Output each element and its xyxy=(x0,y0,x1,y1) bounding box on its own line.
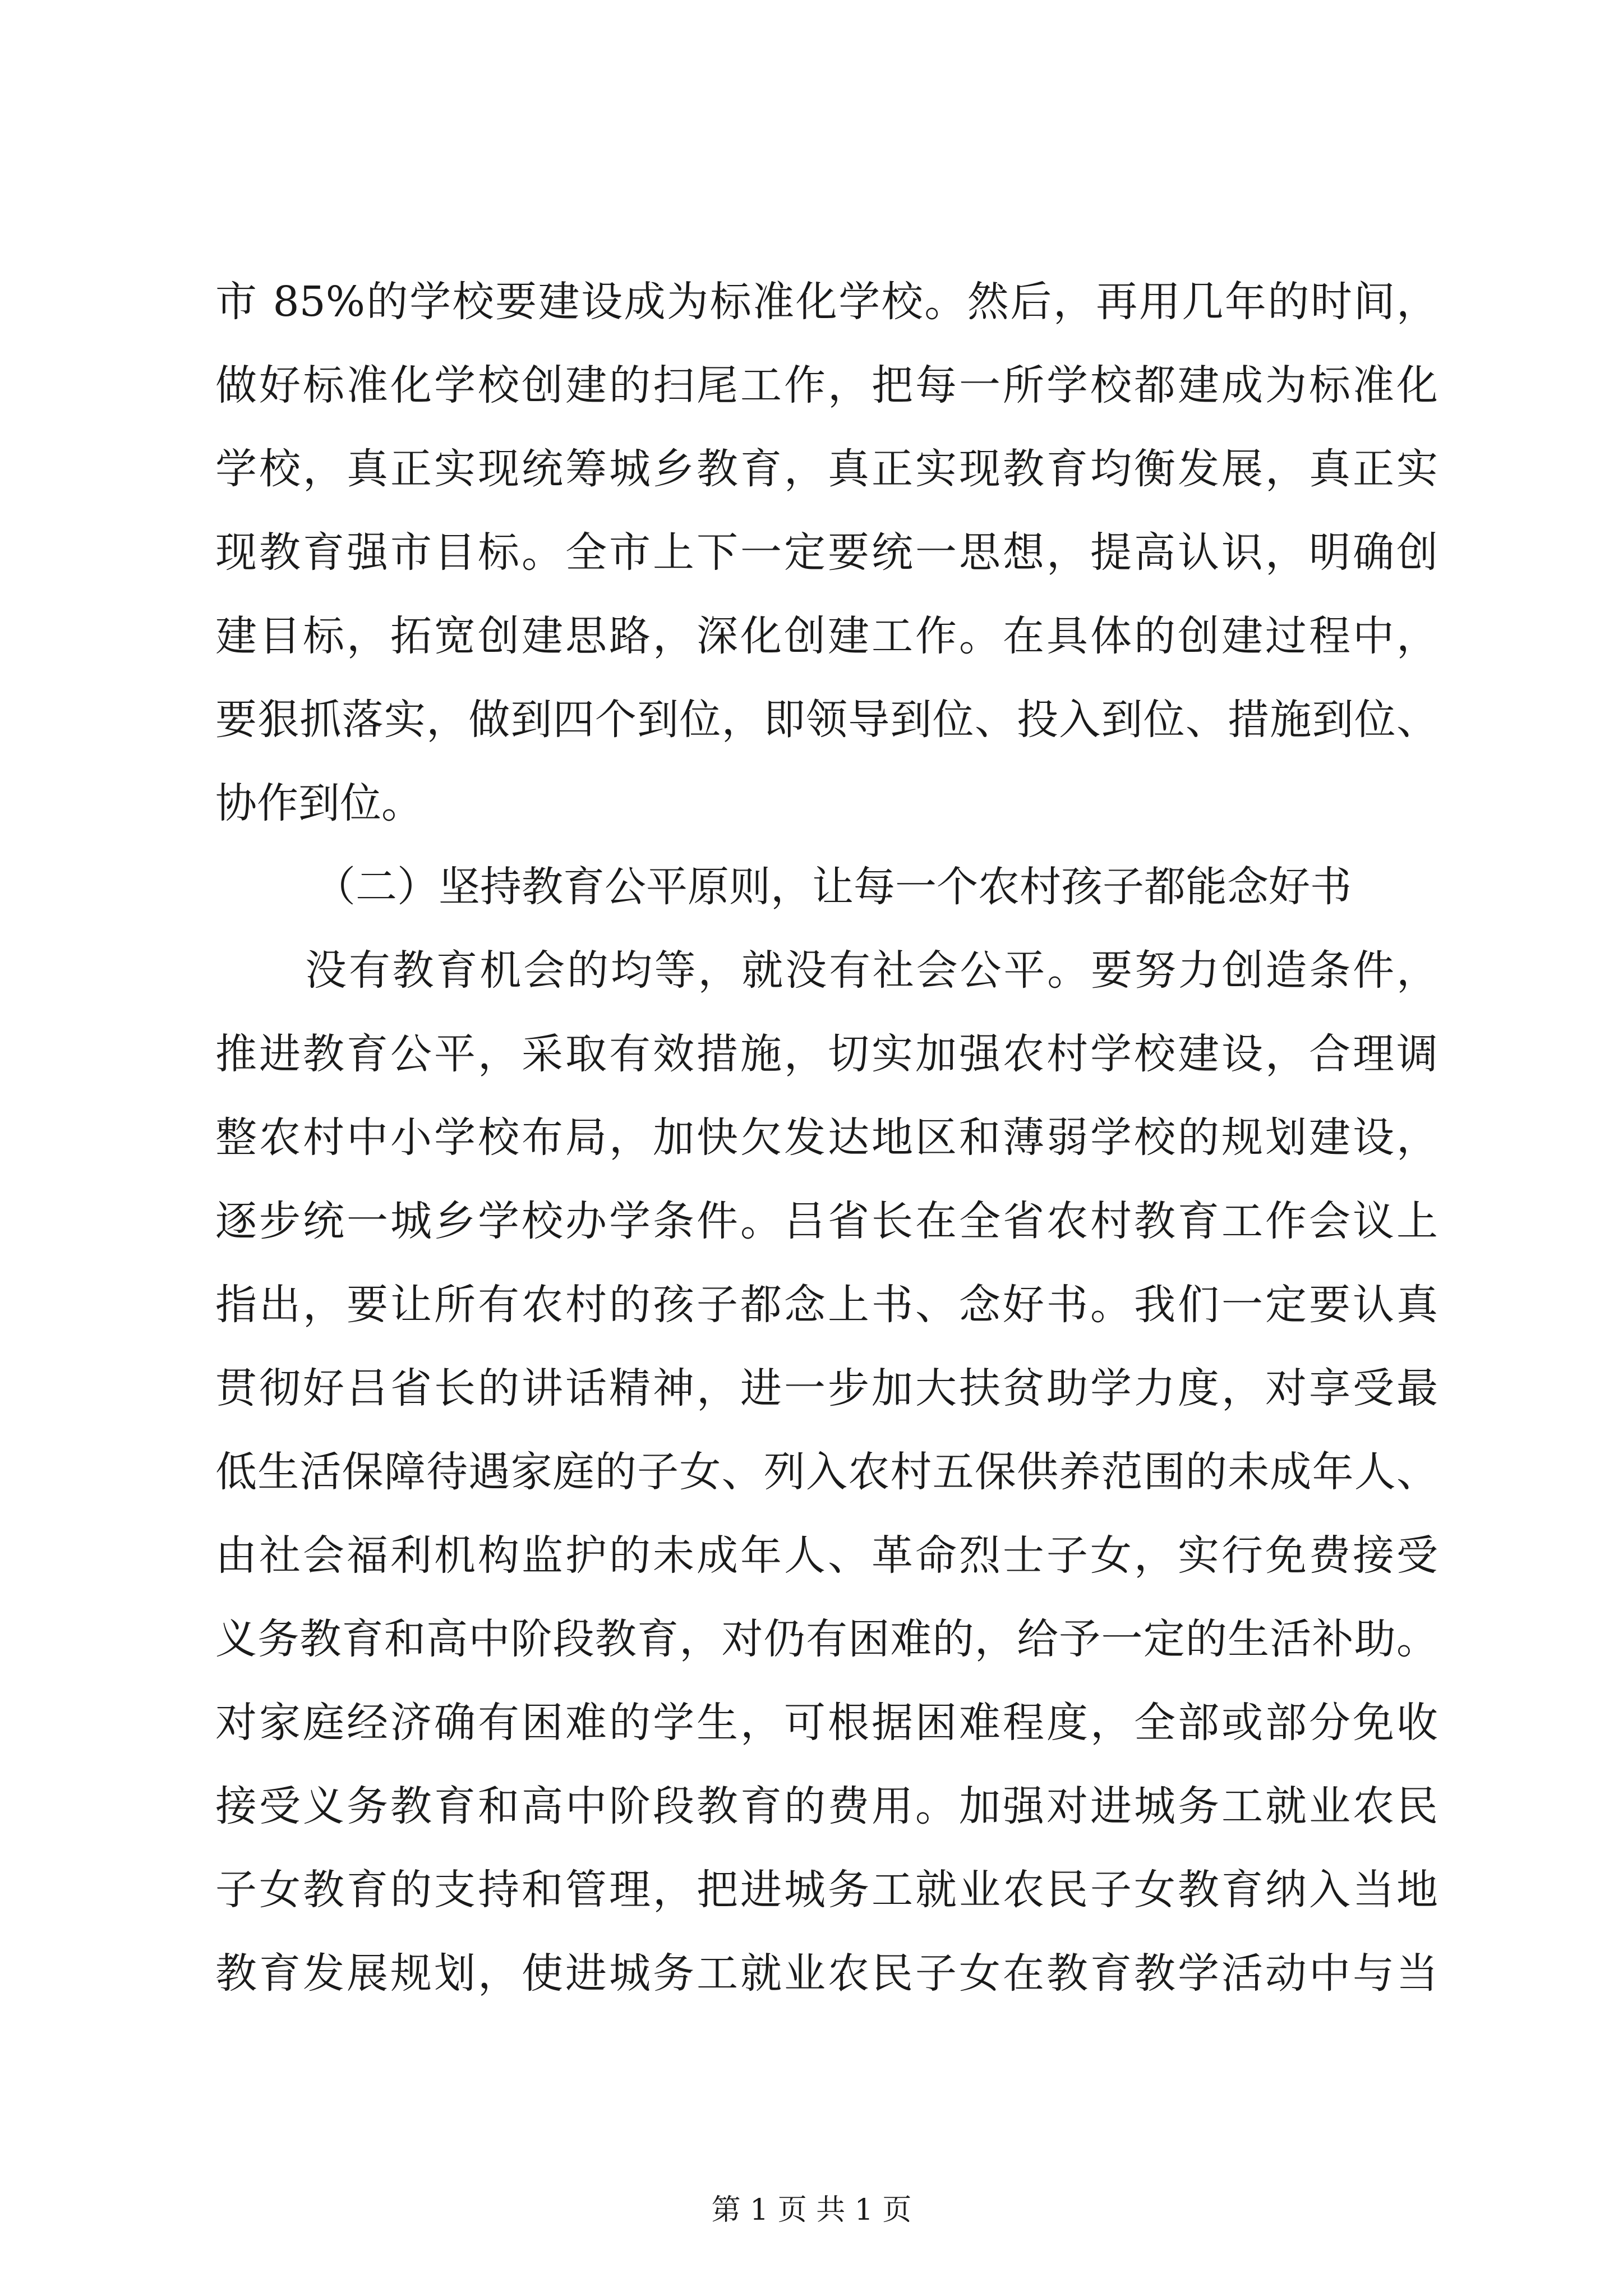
text-line-21: 教育发展规划，使进城务工就业农民子女在教育教学活动中与当 xyxy=(215,1949,1438,1998)
text-line-3: 学校，真正实现统筹城乡教育，真正实现教育均衡发展，真正实 xyxy=(215,445,1438,493)
text-line-4: 现教育强市目标。全市上下一定要统一思想，提高认识，明确创 xyxy=(215,528,1438,577)
text-line-7: 协作到位。 xyxy=(215,779,423,827)
text-line-1: 市 85%的学校要建设成为标准化学校。然后，再用几年的时间， xyxy=(215,278,1438,326)
text-line-5: 建目标，拓宽创建思路，深化创建工作。在具体的创建过程中， xyxy=(215,612,1438,660)
text-line-15: 低生活保障待遇家庭的子女、列入农村五保供养范围的未成年人、 xyxy=(215,1448,1438,1496)
text-line-16: 由社会福利机构监护的未成年人、革命烈士子女，实行免费接受 xyxy=(215,1531,1438,1580)
text-line-19: 接受义务教育和高中阶段教育的费用。加强对进城务工就业农民 xyxy=(215,1782,1438,1830)
text-line-18: 对家庭经济确有困难的学生，可根据困难程度，全部或部分免收 xyxy=(215,1699,1438,1747)
text-line-12: 逐步统一城乡学校办学条件。吕省长在全省农村教育工作会议上 xyxy=(215,1197,1438,1245)
page-number-footer: 第 1 页 共 1 页 xyxy=(711,2193,912,2227)
text-line-17: 义务教育和高中阶段教育，对仍有困难的，给予一定的生活补助。 xyxy=(215,1615,1438,1663)
text-line-11: 整农村中小学校布局，加快欠发达地区和薄弱学校的规划建设， xyxy=(215,1114,1438,1162)
text-line-20: 子女教育的支持和管理，把进城务工就业农民子女教育纳入当地 xyxy=(215,1866,1438,1914)
text-line-2: 做好标准化学校创建的扫尾工作，把每一所学校都建成为标准化 xyxy=(215,361,1438,409)
text-line-10: 推进教育公平，采取有效措施，切实加强农村学校建设，合理调 xyxy=(215,1030,1438,1078)
text-line-9: 没有教育机会的均等，就没有社会公平。要努力创造条件， xyxy=(305,946,1438,995)
text-line-14: 贯彻好吕省长的讲话精神，进一步加大扶贫助学力度，对享受最 xyxy=(215,1364,1438,1412)
text-line-13: 指出，要让所有农村的孩子都念上书、念好书。我们一定要认真 xyxy=(215,1281,1438,1329)
text-line-6: 要狠抓落实，做到四个到位，即领导到位、投入到位、措施到位、 xyxy=(215,696,1438,744)
section-heading: （二）坚持教育公平原则，让每一个农村孩子都能念好书 xyxy=(314,863,1352,911)
